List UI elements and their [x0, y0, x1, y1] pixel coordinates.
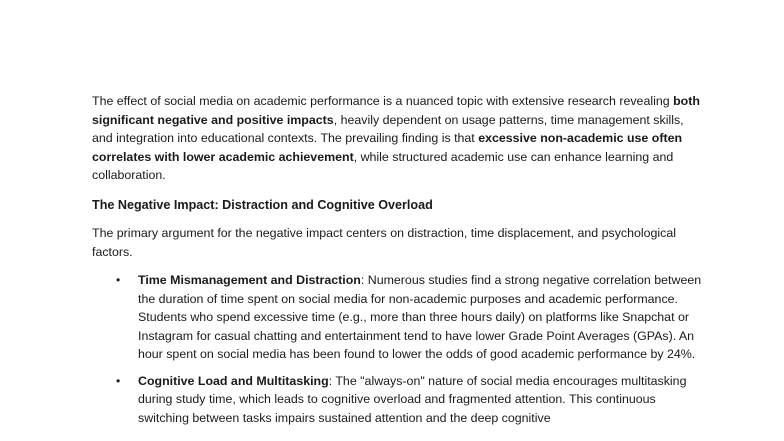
list-item-title: Time Mismanagement and Distraction — [138, 273, 361, 287]
intro-text-3: , while structured academic use can enhance learning and collaboration. — [92, 149, 674, 182]
bullet-icon: • — [116, 373, 121, 388]
bullet-list — [92, 271, 702, 427]
list-item-text: The "always-on" nature of social media encourages multitasking during study time, which leads to cognitive overload and fragmented attention. This continuous switching between tasks impairs sustained attention and the deep cognitive — [138, 373, 687, 425]
intro-text-1: The effect of social media on academic performance is a nuanced topic with extensive research revealing — [92, 94, 674, 108]
list-item-title: Cognitive Load and Multitasking — [138, 373, 329, 388]
document-body — [92, 92, 702, 435]
list-item-text: Numerous studies find a strong negative correlation between the duration of time spent on social media for non-academic purposes and academic performance. Students who spend excessive time (e.g., more than three hours daily) on platforms like Snapchat or Instagram for casual chatting and entertainment tend to have lower Grade Point Averages (GPAs). An hour spent on social media has been found to lower the odds of good academic performance by 24%. — [138, 273, 702, 361]
section-lead-paragraph: The primary argument for the negative impact centers on distraction, time displacement, and psychological factors. — [92, 226, 677, 259]
list-item — [92, 271, 702, 364]
intro-paragraph — [92, 92, 702, 185]
intro-bold-2: excessive non-academic use often correlates with lower academic achievement — [92, 131, 683, 164]
list-item-separator: : — [360, 273, 368, 287]
list-item-separator: : — [328, 373, 336, 388]
bullet-icon: • — [116, 273, 121, 287]
list-item — [92, 372, 702, 428]
section-heading: The Negative Impact: Distraction and Cognitive Overload — [92, 197, 433, 212]
intro-text-2: , heavily dependent on usage patterns, time management skills, and integration into educational contexts. The prevailing finding is that — [92, 112, 684, 145]
intro-bold-1: both significant negative and positive impacts — [92, 94, 700, 127]
